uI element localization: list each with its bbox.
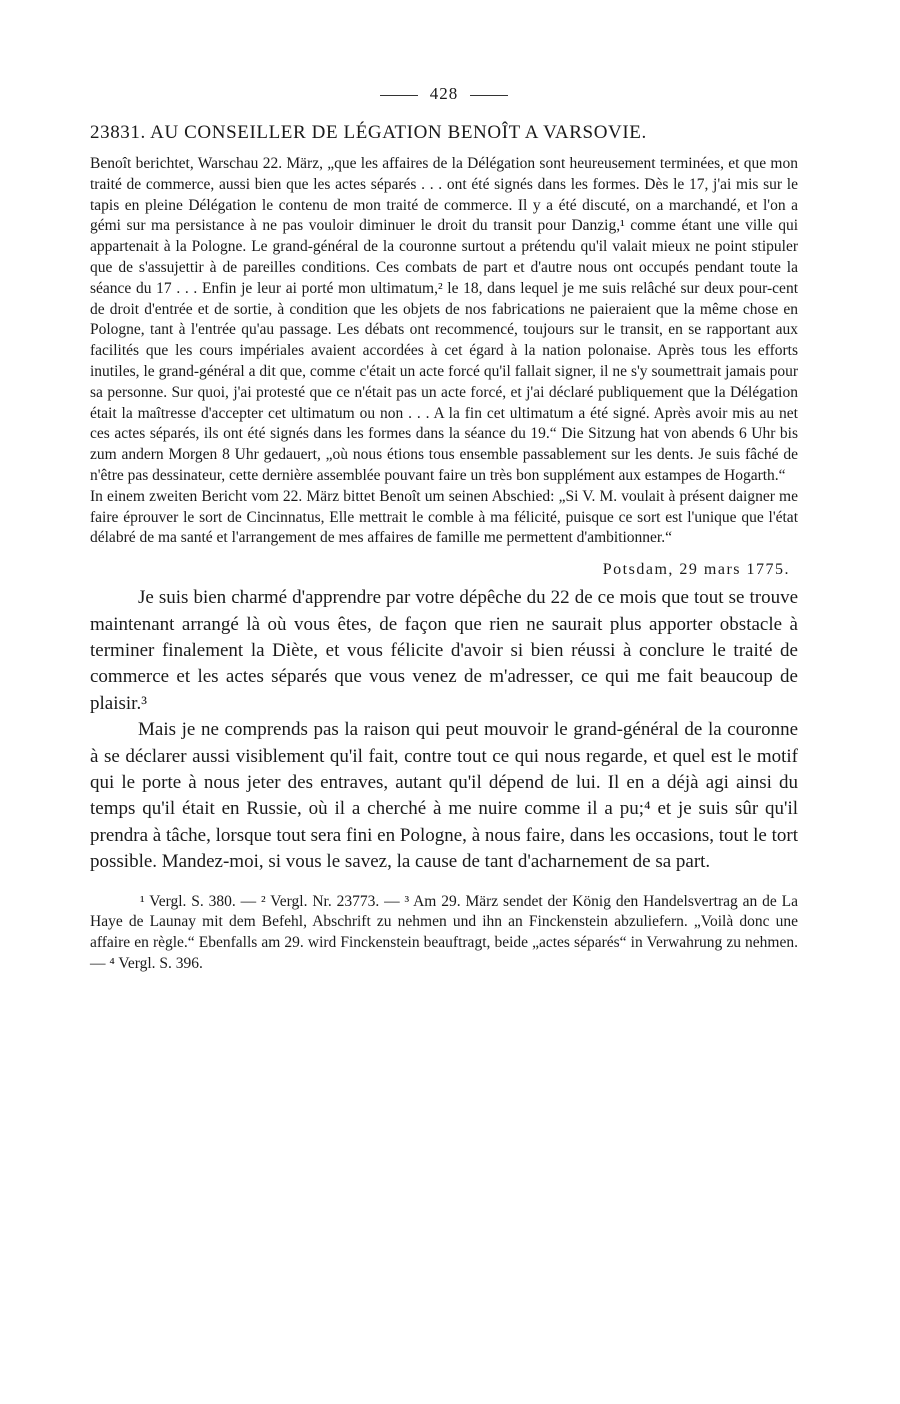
page-number-dash-left [380,95,418,96]
letter-paragraph-1: Je suis bien charmé d'apprendre par votre dépêche du 22 de ce mois que tout se trouve maintenant arrangé là où vous êtes, de façon que rien ne saurait plus apporter obstacle à terminer finalement la Diète, et vous félicite d'avoir si bien réussi à conclure le traité de commerce et les actes séparés que vous venez de m'adresser, ce qui me fait beaucoup de plaisir.³ [90,587,798,714]
footnotes [90,892,798,975]
letter-title: AU CONSEILLER DE LÉGATION BENOÎT A VARSOVIE. [150,122,647,143]
summary-paragraph-2: In einem zweiten Bericht vom 22. März bittet Benoît um seinen Abschied: „Si V. M. voulait à présent daigner me faire éprouver le sort de Cincinnatus, Elle mettrait le comble à ma félicité, puisque ce sort est l'unique que l'état délabré de ma santé et l'arrangement de mes affaires de famille me permettent d'ambitionner.“ [90,487,798,547]
footnotes-text: ¹ Vergl. S. 380. — ² Vergl. Nr. 23773. — ³ Am 29. März sendet der König den Handelsvertrag an de La Haye de Launay mit dem Befehl, Abschrift zu nehmen und ihn an Finckenstein abzuliefern. „Voilà donc une affaire en règle.“ Ebenfalls am 29. wird Finckenstein beauftragt, beide „actes séparés“ in Verwahrung zu nehmen. — ⁴ Vergl. S. 396. [90,892,798,972]
dateline: Potsdam, 29 mars 1775. [602,561,790,579]
letter-number: 23831. [90,122,146,143]
letter-heading [90,120,798,146]
page-number-line [90,82,798,106]
summary-paragraph-1: Benoît berichtet, Warschau 22. März, „que les affaires de la Délégation sont heureusement terminées, et que mon traité de commerce, aussi bien que les actes séparés . . . ont été signés dans les formes. Dès le 17, j'ai mis sur le tapis en pleine Délégation le contenu de mon traité de commerce. Il y a été discuté, on a marchandé, et l'on a gémi sur ma persistance à ne pas vouloir diminuer le droit du transit pour Danzig,¹ comme étant une ville qui appartenait à la Pologne. Le grand-général de la couronne surtout a prétendu qu'il valait mieux ne point stipuler que de s'assujettir à de pareilles conditions. Ces combats de part et d'autre nous ont occupés pendant toute la séance du 17 . . . Enfin je leur ai porté mon ultimatum,² le 18, dans lequel je me suis relâché sur deux pour-cent de droit d'entrée et de sortie, à condition que les objets de nos fabrications ne paieraient que la même chose en Pologne, tant à l'entrée qu'au passage. Les débats ont recommencé, toujours sur le transit, en se rapportant aux facilités que les cours impériales avaient accordées à cet égard à la nation polonaise. Après tous les efforts inutiles, le grand-général a dit que, comme c'était un acte forcé qu'il fallait signer, il ne s'y soumettrait jamais pour sa personne. Sur quoi, j'ai protesté que ce n'était pas un acte forcé, et j'ai déclaré publiquement que la Délégation était la maîtresse d'accepter cet ultimatum ou non . . . A la fin cet ultimatum a été signé. Après avoir mis au net ces actes séparés, ils ont été signés dans les formes dans la séance du 19.“ Die Sitzung hat von abends 6 Uhr bis zum andern Morgen 8 Uhr gedauert, „où nous étions tous ensemble passablement sur les dents. Je suis fâché de n'être pas dessinateur, cette dernière assemblée pouvant faire un très bon supplément aux estampes de Hogarth.“ [90,155,798,484]
letter-body [90,585,798,875]
page-number: 428 [429,84,459,103]
letter-paragraph-2: Mais je ne comprends pas la raison qui peut mouvoir le grand-général de la couronne à se déclarer aussi visiblement qu'il fait, contre tout ce qui nous regarde, et quel est le motif qui le porte à nous jeter des entraves, autant qu'il dépend de lui. Il en a déjà agi ainsi du temps qu'il était en Russie, où il a cherché à me nuire comme il a pu;⁴ et je suis sûr qu'il prendra à tâche, lorsque tout sera fini en Pologne, à nous faire, dans les occasions, tout le tort possible. Mandez-moi, si vous le savez, la cause de tant d'acharnement de sa part. [90,719,798,873]
page-number-dash-right [470,95,508,96]
summary-block [90,154,798,549]
